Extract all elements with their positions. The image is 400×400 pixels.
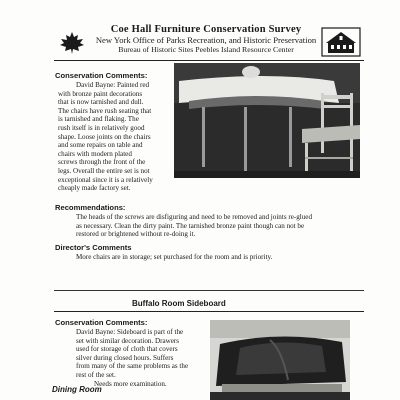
header-bureau: Bureau of Historic Sites Peebles Island Resource Center	[118, 45, 294, 54]
conservation-comments-text: David Bayne: Painted red with bronze paint decorations that is now tarnished and dull. The chairs have rush seating that is tarnished and flaking. The rush itself is in relatively good shape. Loose joints on the chairs and some repairs on table and chairs with modern plated screws through the front of the legs. Overall the entire set is not exceptional since it is a relatively cheaply made factory set.	[58, 81, 153, 193]
section-title-sideboard: Buffalo Room Sideboard	[132, 299, 226, 308]
sideboard-comments-heading: Conservation Comments:	[55, 318, 148, 327]
directors-comments-text: More chairs are in storage; set purchased for the room and is priority.	[76, 253, 273, 261]
section-title-rule	[54, 311, 364, 312]
table-and-chair-photo	[174, 63, 360, 178]
historic-house-logo-icon	[321, 27, 361, 57]
recommendations-heading: Recommendations:	[55, 203, 126, 212]
section-divider	[54, 290, 364, 291]
room-label: Dining Room	[52, 385, 102, 394]
header-agency: New York Office of Parks Recreation, and Historic Preservation	[95, 35, 317, 45]
recommendations-text: The heads of the screws are disfiguring and need to be removed and joints re-glued as necessary. Clean the dirty paint. The tarnished bronze paint though can not be restored or brightened without re-doing it.	[76, 213, 312, 239]
maple-leaf-logo-icon	[58, 31, 86, 55]
sideboard-photo	[210, 320, 350, 400]
header-title: Coe Hall Furniture Conservation Survey	[110, 24, 302, 35]
conservation-comments-heading: Conservation Comments:	[55, 71, 148, 80]
sideboard-comments-text: David Bayne: Sideboard is part of the set with similar decoration. Drawers used for storage of cloth that covers silver during closed hours. Suffers from many of the same problems as the rest of the set. Needs more examination.	[76, 328, 189, 388]
header-rule	[54, 60, 364, 61]
document-header	[90, 25, 322, 55]
directors-comments-heading: Director's Comments	[55, 243, 132, 252]
